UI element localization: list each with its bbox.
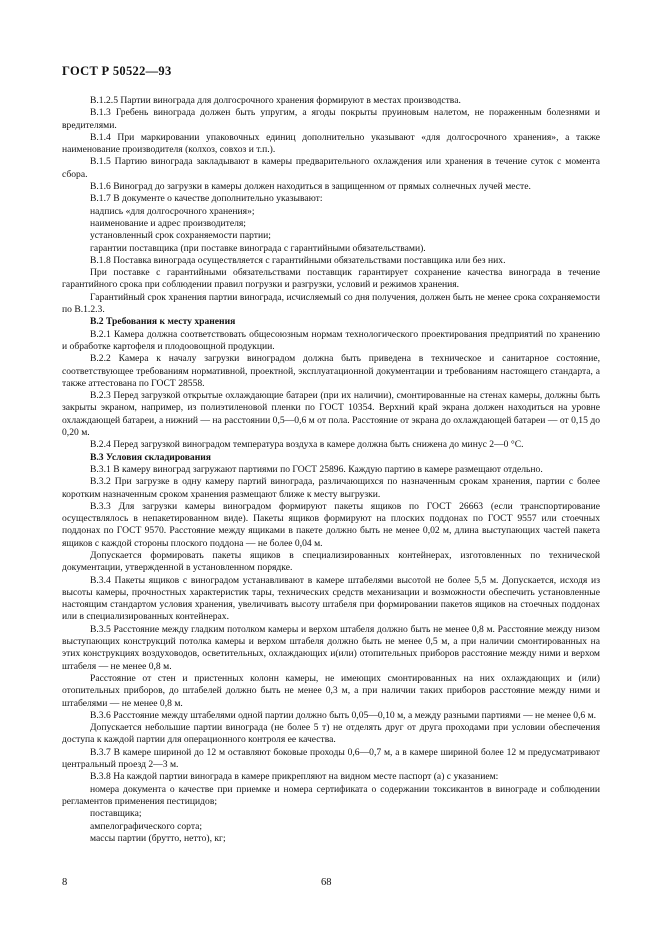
paragraph: В.1.6 Виноград до загрузки в камеры должен находиться в защищенном от прямых солнечных лучей месте. <box>90 181 531 193</box>
paragraph: В.2.1 Камера должна соответствовать общесоюзным нормам технологического проектирования предприятий по хранению и обработке картофеля и плодоовощной продукции. <box>62 328 600 352</box>
paragraph: Допускается небольшие партии винограда (не более 5 т) не отделять друг от друга проходами при условии обеспечения доступа к каждой партии для операционного контроля ее качества. <box>62 722 600 746</box>
list-item: номера документа о качестве при приемке и номера сертификата о содержании токсикантов в винограде и соблюдении регламентов применения пестицидов; <box>62 783 600 807</box>
paragraph: В.3.4 Пакеты ящиков с виноградом устанавливают в камере штабелями высотой не более 5,5 м. Допускается, исходя из высоты камеры, прочностных характеристик тары, технических средств механизации и возможности обеспечить установленные настоящим стандартом условия хранения, увеличивать высоту штабеля при формировании пакетов ящиков на стоечных поддонах или в специализированных контейнерах. <box>62 574 600 623</box>
paragraph: Расстояние от стен и пристенных колонн камеры, не имеющих смонтированных на них охлаждающих и (или) отопительных приборов, до штабелей должно быть не менее 0,3 м, а при наличии таких приборов расстояние между ними и штабелями — не менее 0,8 м. <box>62 672 600 709</box>
section-heading: В.2 Требования к месту хранения <box>90 316 236 328</box>
paragraph: В.1.3 Гребень винограда должен быть упругим, а ягоды покрыты пруиновым налетом, не пораженным болезнями и вредителями. <box>62 107 600 131</box>
page-number-center: 68 <box>321 877 332 888</box>
paragraph: При поставке с гарантийными обязательствами поставщик гарантирует сохранение качества винограда в течение гарантийного срока при соблюдении правил погрузки и разгрузки, условий и режимов хранения. <box>62 267 600 291</box>
paragraph: В.3.2 При загрузке в одну камеру партий винограда, различающихся по назначенным срокам хранения, партии с более коротким назначенным сроком хранения размещают ближе к месту выгрузки. <box>62 476 600 500</box>
paragraph: Гарантийный срок хранения партии винограда, исчисляемый со дня получения, должен быть не менее срока сохраняемости по В.1.2.3. <box>62 291 600 316</box>
list-item: установленный срок сохраняемости партии; <box>90 230 271 242</box>
paragraph: В.2.3 Перед загрузкой открытые охлаждающие батареи (при их наличии), смонтированные на стенах камеры, должны быть закрыты экраном, например, из полиэтиленовой пленки по ГОСТ 10354. Верхний край экрана должен находиться на уровне охлаждающей батареи, а нижний — на расстоянии 0,5—0,6 м от пола. Расстояние от экрана до охлаждающей батареи — от 0,15 до 0,20 м. <box>62 390 600 439</box>
paragraph: В.1.7 В документе о качестве дополнительно указывают: <box>90 193 323 205</box>
paragraph: В.2.4 Перед загрузкой виноградом температура воздуха в камере должна быть снижена до минус 2—0 °С. <box>90 439 524 451</box>
paragraph: В.3.5 Расстояние между гладким потолком камеры и верхом штабеля должно быть не менее 0,8 м. Расстояние между низом выступающих конструкций потолка камеры и верхом штабеля должно быть не менее 0,5 м, а при наличии смонтированных на этих конструкциях воздуховодов, осветительных, охлаждающих и(или) отопительных приборов расстояние между ними и верхом штабеля — не менее 0,8 м. <box>62 623 600 672</box>
list-item: массы партии (брутто, нетто), кг; <box>90 832 226 844</box>
list-item: наименование и адрес производителя; <box>90 217 246 229</box>
standard-code-header: ГОСТ Р 50522—93 <box>62 64 172 78</box>
list-item: гарантии поставщика (при поставке винограда с гарантийными обязательствами). <box>90 242 426 254</box>
paragraph: В.3.1 В камеру виноград загружают партиями по ГОСТ 25896. Каждую партию в камере размещают отдельно. <box>90 463 543 475</box>
paragraph: В.1.5 Партию винограда закладывают в камеры предварительного охлаждения или хранения в течение суток с момента сбора. <box>62 156 600 180</box>
paragraph: Допускается формировать пакеты ящиков в специализированных контейнерах, изготовленных по технической документации, утвержденной в установленном порядке. <box>62 549 600 574</box>
paragraph: В.3.6 Расстояние между штабелями одной партии должно быть 0,05—0,10 м, а между разными партиями — не менее 0,6 м. <box>90 709 597 721</box>
paragraph: В.2.2 Камера к началу загрузки виноградом должна быть приведена в техническое и санитарное состояние, соответствующее требованиям нормативной, проектной, эксплуатационной документации и требованиям настоящего стандарта, а также аттестована по ГОСТ 28558. <box>62 353 600 389</box>
section-heading: В.3 Условия складирования <box>90 451 211 463</box>
paragraph: В.3.8 На каждой партии винограда в камере прикрепляют на видном месте паспорт (а) с указанием: <box>90 771 499 783</box>
document-body <box>62 95 600 845</box>
list-item: ампелографического сорта; <box>90 820 203 832</box>
paragraph: В.1.8 Поставка винограда осуществляется с гарантийными обязательствами поставщика или без них. <box>90 254 506 266</box>
paragraph: В.3.3 Для загрузки камеры виноградом формируют пакеты ящиков по ГОСТ 26663 (если транспортирование осуществлялось в непакетированном виде). Пакеты ящиков формируют на плоских поддонах по ГОСТ 9557 или стоечных поддонах по ГОСТ 9570. Расстояние между ящиками в пакете должно быть не менее 0,02 м, длина выступающих частей пакета ящиков с каждой стороны плоского поддона — не более 0,04 м. <box>62 500 600 549</box>
list-item: поставщика; <box>90 808 142 820</box>
list-item: надпись «для долгосрочного хранения»; <box>90 205 255 217</box>
paragraph: В.1.4 При маркировании упаковочных единиц дополнительно указывают «для долгосрочного хранения», а также наименование производителя (колхоз, совхоз и т.п.). <box>62 131 600 156</box>
paragraph: В.3.7 В камере шириной до 12 м оставляют боковые проходы 0,6—0,7 м, а в камере шириной более 12 м предусматривают центральный проезд 2—3 м. <box>62 746 600 771</box>
page-number-left: 8 <box>62 877 68 888</box>
paragraph: В.1.2.5 Партии винограда для долгосрочного хранения формируют в местах производства. <box>90 95 461 106</box>
